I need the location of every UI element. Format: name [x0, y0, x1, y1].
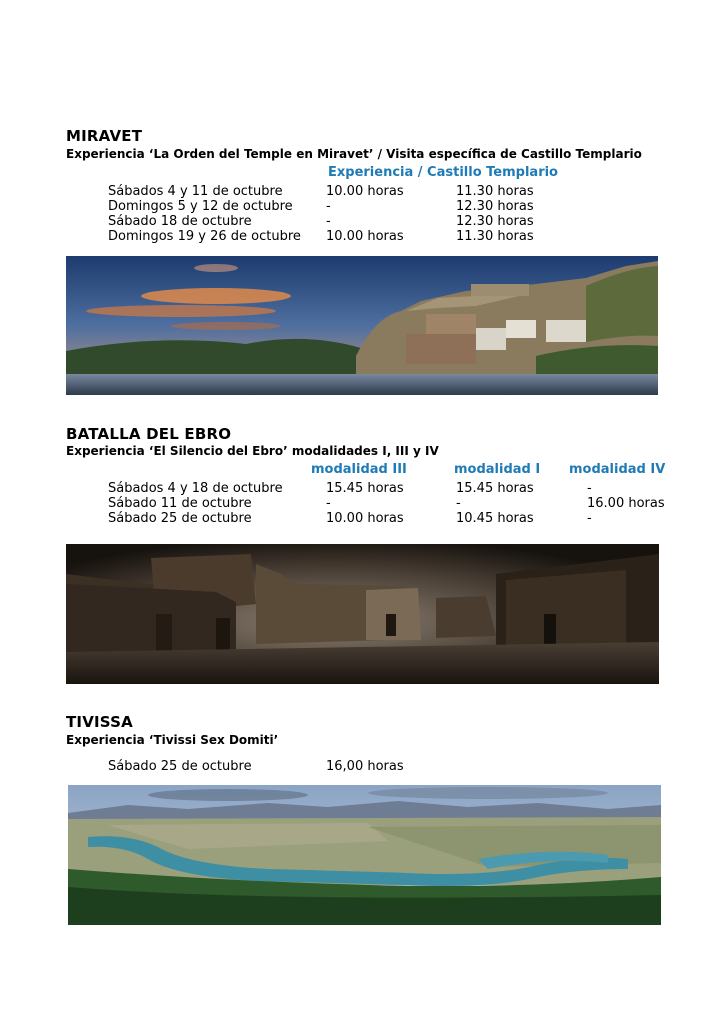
schedule-time: 10.45 horas: [456, 511, 534, 526]
schedule-time: 11.30 horas: [456, 184, 534, 199]
section-subtitle-batalla-del-ebro: Experiencia ‘El Silencio del Ebro’ modalidades I, III y IV: [66, 444, 439, 458]
schedule-date: Sábados 4 y 18 de octubre: [108, 481, 283, 496]
section-subtitle-miravet: Experiencia ‘La Orden del Temple en Miravet’ / Visita específica de Castillo Templario: [66, 147, 642, 161]
schedule-time: -: [456, 496, 461, 511]
schedule-time: 16,00 horas: [326, 759, 404, 774]
batalla-del-ebro-ruins-photo: [66, 544, 659, 684]
miravet-castle-photo: [66, 256, 658, 395]
tivissa-river-valley-photo: [68, 785, 661, 925]
schedule-time: 12.30 horas: [456, 199, 534, 214]
column-header-modalidad-i: modalidad I: [454, 462, 541, 477]
schedule-date: Sábado 25 de octubre: [108, 511, 252, 526]
schedule-time: -: [587, 511, 592, 526]
schedule-time: -: [326, 199, 331, 214]
schedule-time: 15.45 horas: [326, 481, 404, 496]
section-title-miravet: MIRAVET: [66, 127, 143, 145]
schedule-date: Domingos 5 y 12 de octubre: [108, 199, 293, 214]
column-header-modalidad-iv: modalidad IV: [569, 462, 666, 477]
schedule-date: Sábados 4 y 11 de octubre: [108, 184, 283, 199]
schedule-time: 10.00 horas: [326, 184, 404, 199]
section-title-tivissa: TIVISSA: [66, 713, 133, 731]
column-header-modalidad-iii: modalidad III: [311, 462, 407, 477]
schedule-date: Sábado 11 de octubre: [108, 496, 252, 511]
schedule-time: 10.00 horas: [326, 229, 404, 244]
section-title-batalla-del-ebro: BATALLA DEL EBRO: [66, 425, 232, 443]
schedule-time: 10.00 horas: [326, 511, 404, 526]
schedule-time: -: [326, 496, 331, 511]
schedule-time: -: [326, 214, 331, 229]
schedule-time: 15.45 horas: [456, 481, 534, 496]
schedule-time: -: [587, 481, 592, 496]
schedule-date: Sábado 18 de octubre: [108, 214, 252, 229]
schedule-time: 12.30 horas: [456, 214, 534, 229]
schedule-date: Sábado 25 de octubre: [108, 759, 252, 774]
schedule-time: 16.00 horas: [587, 496, 665, 511]
column-header-experiencia: Experiencia / Castillo Templario: [328, 165, 558, 180]
section-subtitle-tivissa: Experiencia ‘Tivissi Sex Domiti’: [66, 733, 279, 747]
schedule-time: 11.30 horas: [456, 229, 534, 244]
schedule-date: Domingos 19 y 26 de octubre: [108, 229, 301, 244]
